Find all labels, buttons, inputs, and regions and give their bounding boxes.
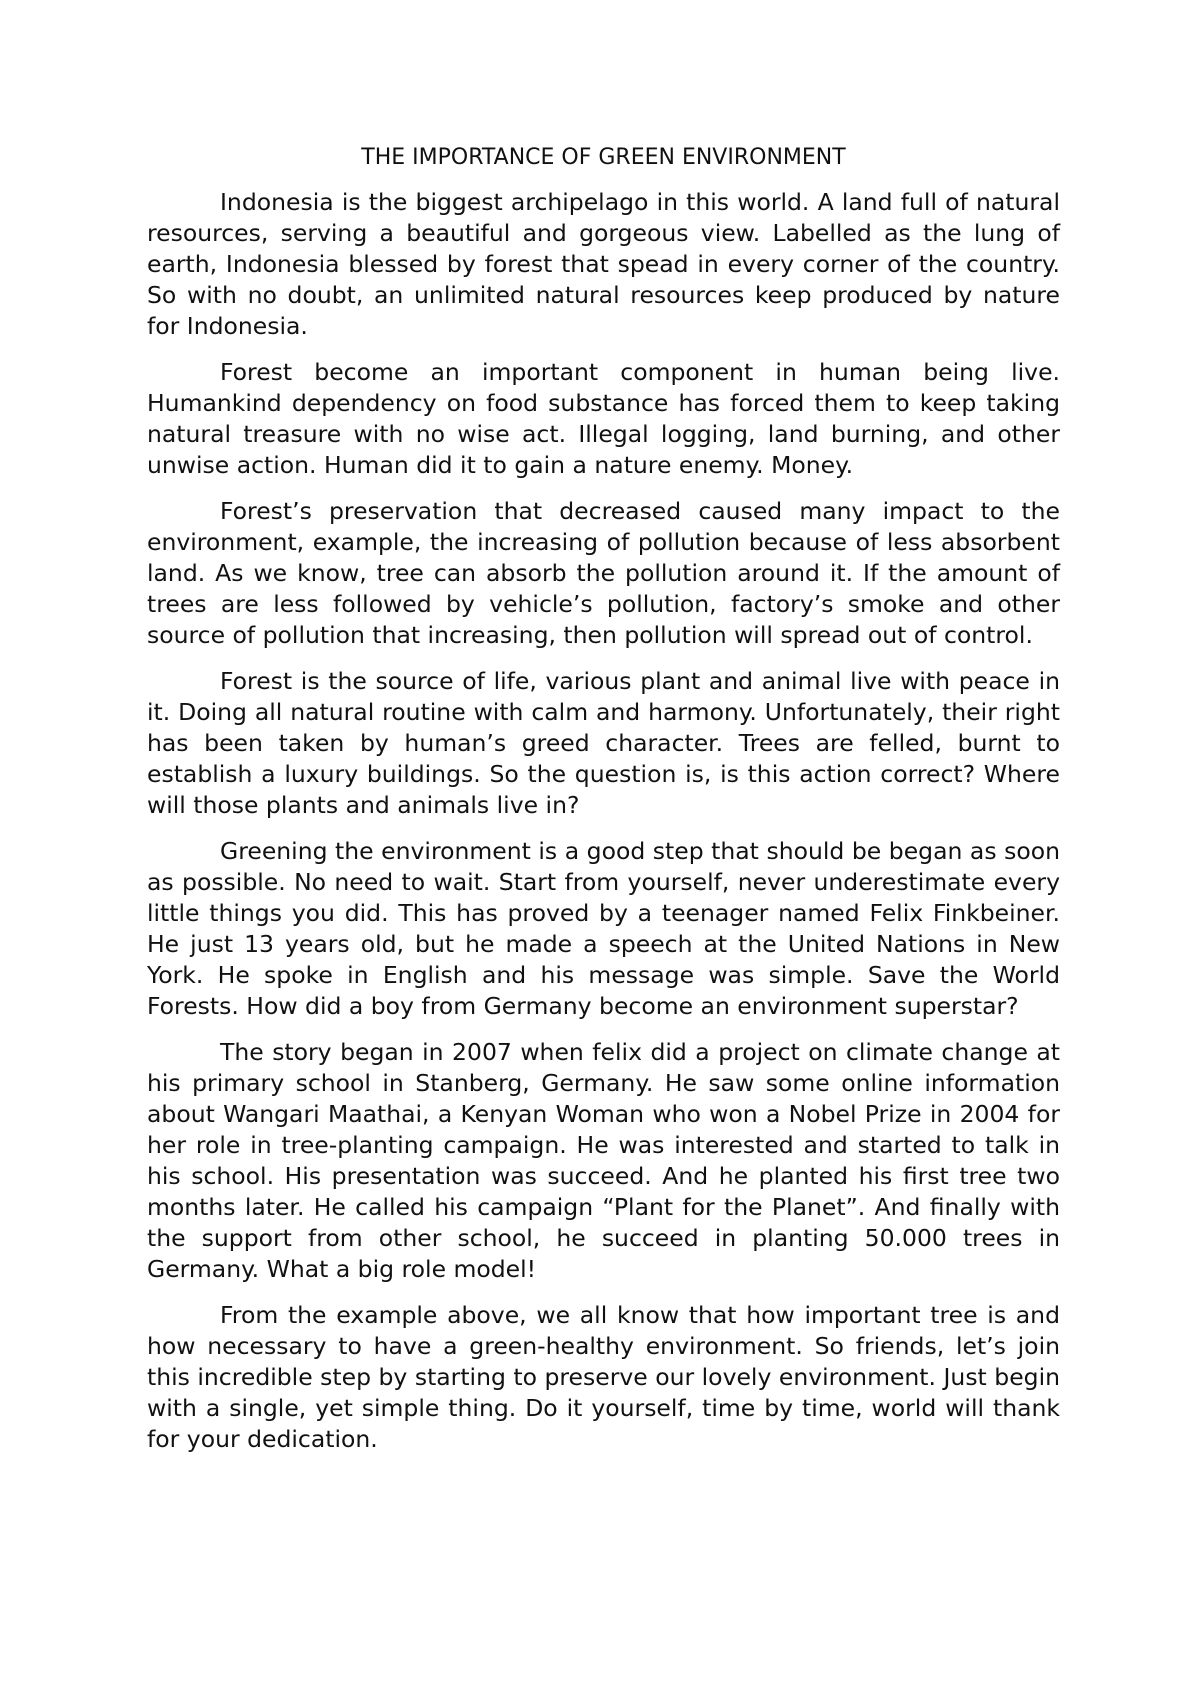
paragraph-greening: Greening the environment is a good step that should be began as soon as possible. No need to wait. Start from yourself, never underestimate every little things you did. This has proved by a teenager named Felix Finkbeiner. He just 13 years old, but he made a speech at the United Nations in New York. He spoke in English and his message was simple. Save the World Forests. How did a boy from Germany become an environment superstar? xyxy=(147,837,1060,1020)
paragraph-forest-preservation: Forest’s preservation that decreased caused many impact to the environment, example, the increasing of pollution because of less absorbent land. As we know, tree can absorb the pollution around it. If the amount of trees are less followed by vehicle’s pollution, factory’s smoke and other source of pollution that increasing, then pollution will spread out of control. xyxy=(147,497,1060,649)
paragraph-forest-component: Forest become an important component in human being live. Humankind dependency on food substance has forced them to keep taking natural treasure with no wise act. Illegal logging, land burning, and other unwise action. Human did it to gain a nature enemy. Money. xyxy=(147,358,1060,479)
document-body xyxy=(147,142,1060,1470)
paragraph-felix-story: The story began in 2007 when felix did a project on climate change at his primary school in Stanberg, Germany. He saw some online information about Wangari Maathai, a Kenyan Woman who won a Nobel Prize in 2004 for her role in tree-planting campaign. He was interested and started to talk in his school. His presentation was succeed. And he planted his first tree two months later. He called his campaign “Plant for the Planet”. And finally with the support from other school, he succeed in planting 50.000 trees in Germany. What a big role model! xyxy=(147,1038,1060,1283)
paragraph-intro: Indonesia is the biggest archipelago in this world. A land full of natural resources, serving a beautiful and gorgeous view. Labelled as the lung of earth, Indonesia blessed by forest that spead in every corner of the country. So with no doubt, an unlimited natural resources keep produced by nature for Indonesia. xyxy=(147,188,1060,340)
paragraph-conclusion: From the example above, we all know that how important tree is and how necessary to have a green-healthy environment. So friends, let’s join this incredible step by starting to preserve our lovely environment. Just begin with a single, yet simple thing. Do it yourself, time by time, world will thank for your dedication. xyxy=(147,1301,1060,1453)
document-title: THE IMPORTANCE OF GREEN ENVIRONMENT xyxy=(361,145,846,170)
paragraph-source-of-life: Forest is the source of life, various plant and animal live with peace in it. Doing all natural routine with calm and harmony. Unfortunately, their right has been taken by human’s greed character. Trees are felled, burnt to establish a luxury buildings. So the question is, is this action correct? Where will those plants and animals live in? xyxy=(147,667,1060,819)
